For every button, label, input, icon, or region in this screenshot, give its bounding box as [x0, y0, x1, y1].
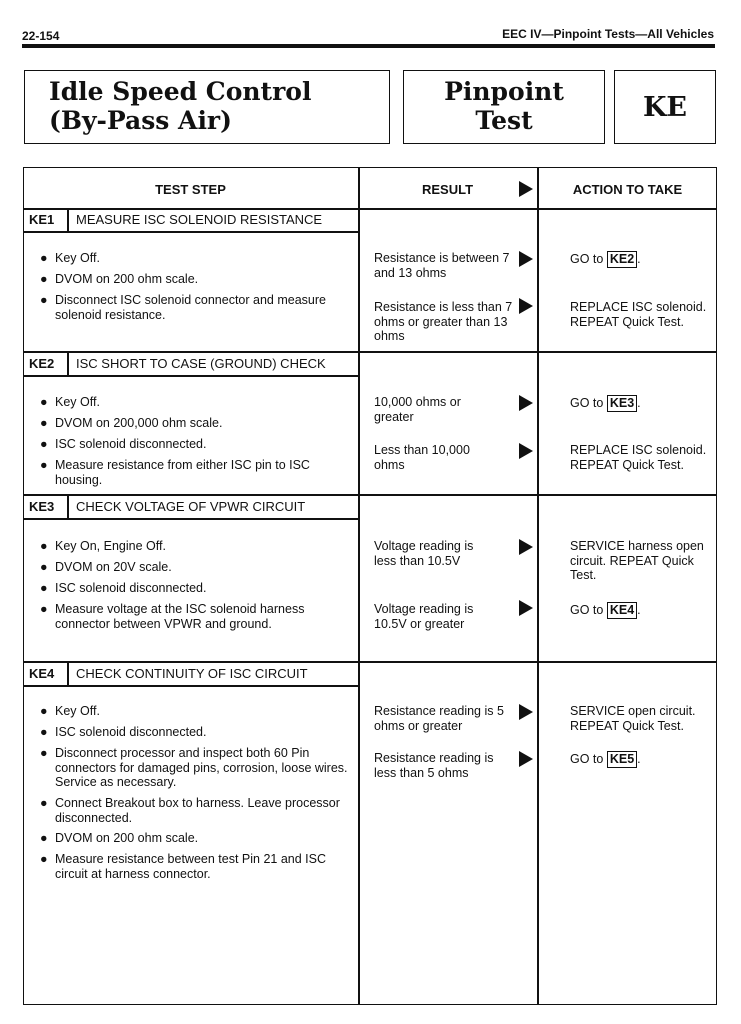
- action-text: GO to KE4 .: [570, 603, 641, 617]
- column-header-test-step: TEST STEP: [155, 182, 226, 197]
- action-text: GO to KE2 .: [570, 252, 641, 266]
- instruction-item: ● DVOM on 200 ohm scale.: [40, 831, 199, 845]
- instruction-item: ● Measure resistance from either ISC pin to ISC housing.: [40, 458, 310, 487]
- result-text: Resistance is between 7 and 13 ohms: [374, 251, 510, 280]
- column-header-result: RESULT: [421, 182, 474, 197]
- instruction-item: ● DVOM on 200,000 ohm scale.: [40, 416, 223, 430]
- instruction-item: ● Measure voltage at the ISC solenoid harness connector between VPWR and ground.: [40, 602, 305, 631]
- test-title-line2: (By-Pass Air): [49, 106, 232, 135]
- step-code-divider: [67, 661, 69, 686]
- step-ref-ke3[interactable]: KE3: [607, 395, 637, 412]
- arrow-right-icon: [519, 298, 533, 314]
- instruction-item: ● Connect Breakout box to harness. Leave processor disconnected.: [40, 796, 340, 825]
- step-title: CHECK CONTINUITY OF ISC CIRCUIT: [76, 666, 308, 681]
- bullet-icon: ●: [40, 416, 48, 430]
- bullet-icon: ●: [40, 437, 48, 451]
- bullet-icon: ●: [40, 251, 48, 265]
- result-arrow-icon: [519, 181, 533, 197]
- step-header-ke4: [23, 661, 360, 686]
- test-label: Test: [475, 106, 533, 135]
- arrow-right-icon: [519, 251, 533, 267]
- test-code: KE: [642, 91, 688, 123]
- action-text: REPLACE ISC solenoid. REPEAT Quick Test.: [570, 300, 707, 329]
- pinpoint-test-box: [403, 70, 605, 144]
- step-header-underline: [23, 231, 360, 233]
- instruction-item: ● Disconnect ISC solenoid connector and measure solenoid resistance.: [40, 293, 326, 322]
- action-text: GO to KE5 .: [570, 752, 641, 766]
- bullet-icon: ●: [40, 560, 48, 574]
- step-title: CHECK VOLTAGE OF VPWR CIRCUIT: [76, 499, 306, 514]
- step-code: KE2: [29, 356, 55, 371]
- bullet-icon: ●: [40, 581, 48, 595]
- instruction-item: ● DVOM on 200 ohm scale.: [40, 272, 199, 286]
- instruction-item: ● Key On, Engine Off.: [40, 539, 166, 553]
- step-ref-ke4[interactable]: KE4: [607, 602, 637, 619]
- step-code: KE1: [29, 212, 55, 227]
- result-text: Voltage reading is 10.5V or greater: [374, 602, 474, 631]
- instruction-item: ● Key Off.: [40, 395, 100, 409]
- bullet-icon: ●: [40, 458, 48, 472]
- result-text: Resistance reading is less than 5 ohms: [374, 751, 494, 780]
- column-divider-2: [537, 167, 539, 1005]
- bullet-icon: ●: [40, 293, 48, 307]
- test-title-box: [24, 70, 390, 144]
- bullet-icon: ●: [40, 852, 48, 866]
- step-code-divider: [67, 494, 69, 519]
- instruction-item: ● ISC solenoid disconnected.: [40, 437, 207, 451]
- bullet-icon: ●: [40, 272, 48, 286]
- arrow-right-icon: [519, 395, 533, 411]
- column-header-action: ACTION TO TAKE: [572, 182, 683, 197]
- instruction-item: ● DVOM on 20V scale.: [40, 560, 172, 574]
- step-ref-ke2[interactable]: KE2: [607, 251, 637, 268]
- step-code-divider: [67, 351, 69, 376]
- bullet-icon: ●: [40, 725, 48, 739]
- step-code: KE4: [29, 666, 55, 681]
- action-text: REPLACE ISC solenoid. REPEAT Quick Test.: [570, 443, 707, 472]
- arrow-right-icon: [519, 751, 533, 767]
- step-code: KE3: [29, 499, 55, 514]
- step-header-underline: [23, 375, 360, 377]
- step-ref-ke5[interactable]: KE5: [607, 751, 637, 768]
- step-title: MEASURE ISC SOLENOID RESISTANCE: [76, 212, 323, 227]
- bullet-icon: ●: [40, 395, 48, 409]
- step-code-divider: [67, 208, 69, 232]
- bullet-icon: ●: [40, 746, 48, 760]
- instruction-item: ● ISC solenoid disconnected.: [40, 581, 207, 595]
- bullet-icon: ●: [40, 602, 48, 616]
- instruction-item: ● Key Off.: [40, 251, 100, 265]
- result-text: Resistance reading is 5 ohms or greater: [374, 704, 504, 733]
- step-title: ISC SHORT TO CASE (GROUND) CHECK: [76, 356, 326, 371]
- instruction-item: ● Disconnect processor and inspect both 60 Pin connectors for damaged pins, corrosion, loose wires. Service as necessary.: [40, 746, 348, 789]
- arrow-right-icon: [519, 443, 533, 459]
- header-rule: [22, 44, 715, 48]
- result-text: Resistance is less than 7 ohms or greater than 13 ohms: [374, 300, 513, 343]
- result-text: 10,000 ohms or greater: [374, 395, 461, 424]
- arrow-right-icon: [519, 600, 533, 616]
- instruction-item: ● Measure resistance between test Pin 21 and ISC circuit at harness connector.: [40, 852, 326, 881]
- bullet-icon: ●: [40, 831, 48, 845]
- action-text: GO to KE3 .: [570, 396, 641, 410]
- step-header-ke3: [23, 494, 360, 519]
- pinpoint-label: Pinpoint: [444, 77, 564, 106]
- column-divider-1: [358, 167, 360, 1005]
- action-text: SERVICE open circuit. REPEAT Quick Test.: [570, 704, 696, 733]
- action-text: SERVICE harness open circuit. REPEAT Quick Test.: [570, 539, 704, 582]
- step-header-underline: [23, 685, 360, 687]
- instruction-item: ● Key Off.: [40, 704, 100, 718]
- instruction-item: ● ISC solenoid disconnected.: [40, 725, 207, 739]
- arrow-right-icon: [519, 539, 533, 555]
- step-header-underline: [23, 518, 360, 520]
- bullet-icon: ●: [40, 796, 48, 810]
- test-title-line1: Idle Speed Control: [49, 77, 312, 106]
- section-title: EEC IV—Pinpoint Tests—All Vehicles: [502, 27, 714, 41]
- page-number: 22-154: [22, 29, 60, 43]
- arrow-right-icon: [519, 704, 533, 720]
- result-text: Voltage reading is less than 10.5V: [374, 539, 474, 568]
- bullet-icon: ●: [40, 704, 48, 718]
- step-header-ke2: [23, 351, 360, 376]
- step-header-ke1: [23, 208, 360, 232]
- bullet-icon: ●: [40, 539, 48, 553]
- test-code-box: [614, 70, 716, 144]
- result-text: Less than 10,000 ohms: [374, 443, 470, 472]
